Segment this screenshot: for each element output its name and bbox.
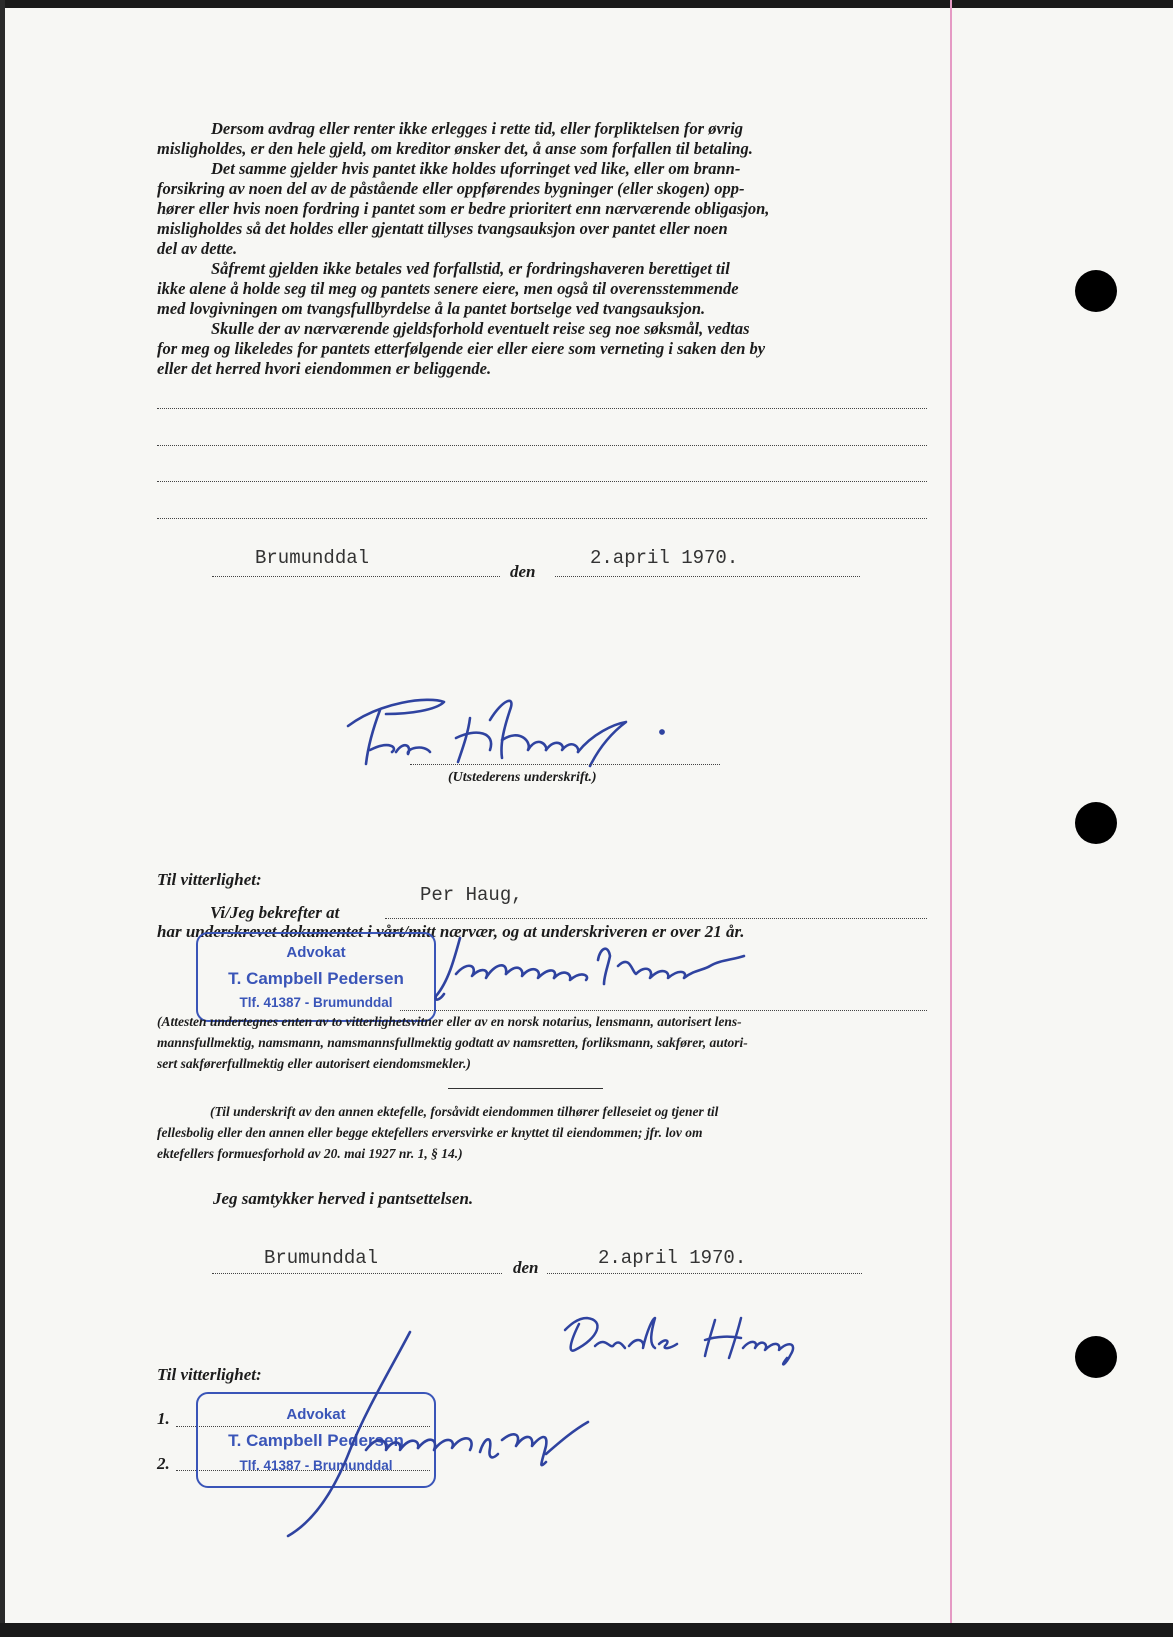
- spouse-note-line: (Til underskrift av den annen ektefelle, forsåvidt eiendommen tilhører felleseiet og tjener til: [210, 1104, 719, 1119]
- witness-2-heading: Til vitterlighet:: [157, 1365, 262, 1384]
- body-line: Skulle der av nærværende gjeldsforhold eventuelt reise seg noe søksmål, vedtas: [211, 319, 750, 338]
- body-line: misligholdes, er den hele gjeld, om kreditor ønsker det, å anse som forfallen til betaling.: [157, 139, 753, 158]
- scan-edge-top: [0, 0, 1173, 8]
- confirm-label: Vi/Jeg bekrefter at: [210, 903, 340, 922]
- place-line: [212, 1273, 502, 1274]
- issuer-signature: [340, 688, 680, 768]
- body-line: forsikring av noen del av de påstående eller oppførendes bygninger (eller skogen) opp-: [157, 179, 745, 198]
- stamp-line: Advokat: [286, 1406, 346, 1423]
- scan-edge-bottom: [0, 1623, 1173, 1637]
- witness-name: Per Haug,: [420, 884, 523, 906]
- date-line: [547, 1273, 862, 1274]
- lawyer-stamp: [196, 932, 436, 1022]
- witness-line-number: 1.: [157, 1409, 170, 1428]
- consent-text: Jeg samtykker herved i pantsettelsen.: [213, 1189, 474, 1208]
- signature-line: [410, 764, 720, 765]
- margin-line: [950, 0, 952, 1623]
- body-line: med lovgivningen om tvangsfullbyrdelse å la pantet bortselge ved tvangsauksjon.: [157, 299, 706, 318]
- stamp-line: T. Campbell Pedersen: [228, 969, 404, 988]
- witness-statement: har underskrevet dokumentet i vårt/mitt nærvær, og at underskriveren er over 21 år.: [157, 922, 745, 941]
- stamp-line: T. Campbell Pedersen: [228, 1431, 404, 1450]
- date-value: 2.april 1970.: [590, 547, 739, 569]
- witness-line-number: 2.: [157, 1454, 170, 1473]
- witness-sign-line: [400, 1010, 927, 1011]
- blank-line: [157, 445, 927, 446]
- blank-line: [157, 518, 927, 519]
- stamp-line: Advokat: [286, 944, 346, 961]
- den-label: den: [513, 1258, 539, 1277]
- spouse-note-line: fellesbolig eller den annen eller begge ektefellers erversvirke er knyttet til eiendommen; jfr. lov om: [157, 1125, 703, 1140]
- name-line: [385, 918, 927, 919]
- body-line: Såfremt gjelden ikke betales ved forfallstid, er fordringshaveren berettiget til: [211, 259, 730, 278]
- date-value: 2.april 1970.: [598, 1247, 747, 1269]
- scan-edge-left: [0, 0, 5, 1637]
- witness-heading: Til vitterlighet:: [157, 870, 262, 889]
- body-line: eller det herred hvori eiendommen er beliggende.: [157, 359, 492, 378]
- witness-signature: [432, 930, 752, 1010]
- body-line: hører eller hvis noen fordring i pantet som er bedre prioritert enn nærværende obligasjon,: [157, 199, 770, 218]
- signature-caption: (Utstederens underskrift.): [448, 770, 597, 785]
- den-label: den: [510, 562, 536, 581]
- body-line: Dersom avdrag eller renter ikke erlegges i rette tid, eller forpliktelsen for øvrig: [211, 119, 744, 138]
- body-line: misligholdes så det holdes eller gjentatt tillyses tvangsauksjon over pantet eller noen: [157, 219, 728, 238]
- body-line: Det samme gjelder hvis pantet ikke holdes uforringet ved like, eller om brann-: [211, 159, 741, 178]
- divider: [448, 1088, 603, 1089]
- witness-note-line: (Attesten undertegnes enten av to vitterlighetsvitner eller av en norsk notarius, lensmann, autorisert lens-: [157, 1014, 742, 1029]
- body-line: ikke alene å holde seg til meg og pantets senere eiere, men også til overensstemmende: [157, 279, 739, 298]
- second-witness-signature: [270, 1330, 610, 1550]
- blank-line: [157, 408, 927, 409]
- blank-line: [157, 481, 927, 482]
- place-value: Brumunddal: [255, 547, 370, 569]
- body-line: for meg og likeledes for pantets etterfølgende eier eller eiere som verneting i saken den by: [157, 339, 766, 358]
- body-line: del av dette.: [157, 239, 238, 258]
- stamp-line: Tlf. 41387 - Brumunddal: [239, 995, 393, 1010]
- punch-hole: [1075, 1336, 1117, 1378]
- spouse-note-line: ektefellers formuesforhold av 20. mai 1927 nr. 1, § 14.): [157, 1146, 463, 1161]
- punch-hole: [1075, 802, 1117, 844]
- punch-hole: [1075, 270, 1117, 312]
- date-line: [555, 576, 860, 577]
- witness-note-line: sert sakførerfullmektig eller autorisert eiendomsmekler.): [157, 1056, 471, 1071]
- place-value: Brumunddal: [264, 1247, 379, 1269]
- witness-note-line: mannsfullmektig, namsmann, namsmannsfullmektig godtatt av namsretten, forliksmann, sakfører, autori-: [157, 1035, 748, 1050]
- stamp-line: Tlf. 41387 - Brumunddal: [239, 1458, 393, 1473]
- place-line: [212, 576, 500, 577]
